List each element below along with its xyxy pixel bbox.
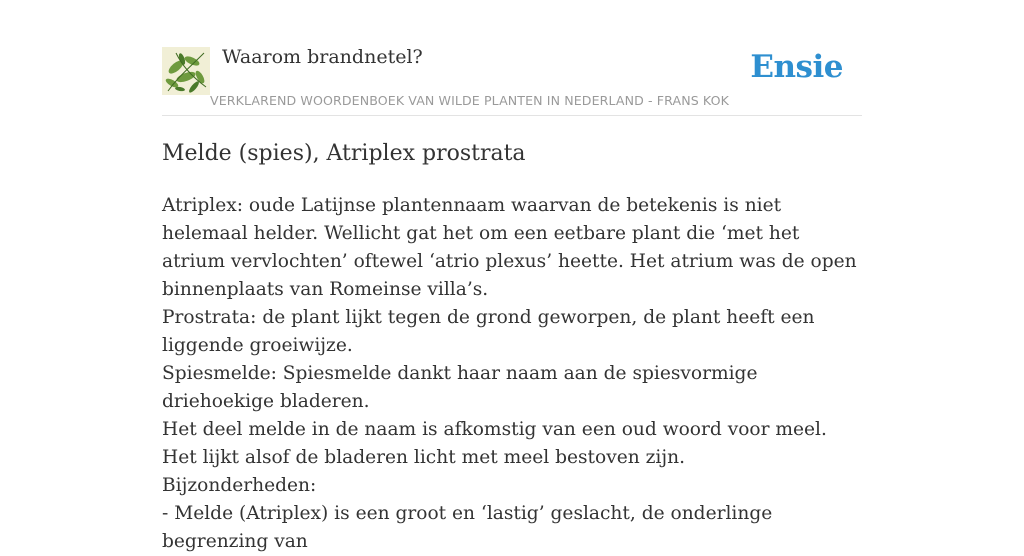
article-paragraph: Het deel melde in de naam is afkomstig van een oud woord voor meel. Het lijkt alsof de bladeren licht met meel bestoven zijn. xyxy=(162,419,827,468)
article-paragraph: - Melde (Atriplex) is een groot en ‘lastig’ geslacht, de onderlinge begrenzing van xyxy=(162,503,773,552)
article-paragraph: Spiesmelde: Spiesmelde dankt haar naam aan de spiesvormige driehoekige bladeren. xyxy=(162,363,758,412)
brand-logo[interactable]: Ensie xyxy=(750,49,843,85)
article-title: Melde (spies), Atriplex prostrata xyxy=(162,141,526,166)
article-paragraph: Bijzonderheden: xyxy=(162,475,317,496)
leaf-icon xyxy=(162,47,210,95)
header xyxy=(162,44,862,116)
article-paragraph: Atriplex: oude Latijnse plantennaam waarvan de betekenis is niet helemaal helder. Wellicht gat het om een eetbare plant die ‘met het atrium vervlochten’ oftewel ‘atrio plexus’ heette. Het atrium was de open binnenplaats van Romeinse villa’s. xyxy=(162,195,857,300)
source-link[interactable]: VERKLAREND WOORDENBOEK VAN WILDE PLANTEN IN NEDERLAND - FRANS KOK xyxy=(210,93,729,108)
avatar[interactable] xyxy=(162,47,210,95)
question-link[interactable]: Waarom brandnetel? xyxy=(222,46,423,68)
article xyxy=(162,138,866,556)
article-paragraph: Prostrata: de plant lijkt tegen de grond geworpen, de plant heeft een liggende groeiwijze. xyxy=(162,307,815,356)
article-content xyxy=(162,192,866,556)
